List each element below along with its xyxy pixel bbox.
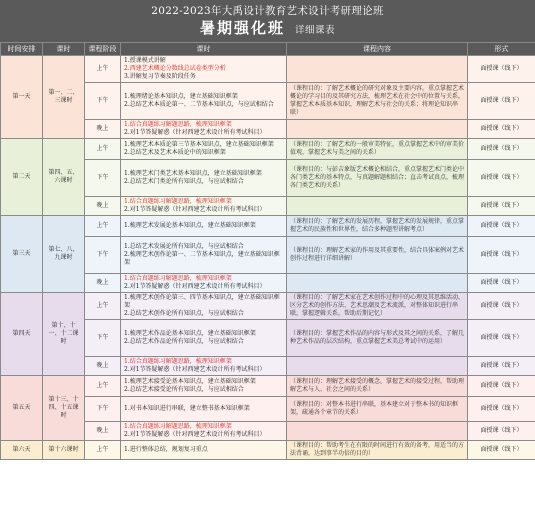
lesson-line: 1.梳理艺术创作论第三、四节基本知识点，建立基础知识框架 [124, 294, 280, 309]
content-cell [287, 120, 468, 139]
col-time: 时间安排 [1, 43, 43, 56]
form-cell: 面授课（线下） [468, 274, 535, 293]
hours-cell: 第十三、十四、十五课时 [43, 376, 85, 441]
period-cell: 上午 [85, 441, 121, 460]
content-cell [287, 320, 468, 357]
lesson-line: 1.梳理艺术发展论基本知识点，建立基础知识框架 [124, 222, 256, 229]
form-cell: 面授课（线下） [468, 422, 535, 441]
hours-cell: 第十六课时 [43, 441, 85, 460]
lesson-cell [121, 237, 287, 274]
lesson-cell [121, 320, 287, 357]
content-text: （课程目的：与彭吉象版艺术概论相结合，重点掌握艺术门类论中各门类艺术的基本特点，与真题解题相结合；直击考试真点，梳理各门类艺术的关系） [290, 166, 465, 189]
lesson-line: 2.总结艺术及艺术本质论中的知识框架 [124, 149, 226, 156]
schedule-table [0, 42, 535, 460]
content-text: （课程目的：理解艺术接受的概念，掌握艺术的接受过程，帮助理解艺术与人、社会之间的关系） [290, 378, 465, 393]
lesson-cell [121, 376, 287, 397]
form-cell: 面授课（线下） [468, 139, 535, 160]
lesson-line: 2.对1节答疑解惑（针对西建艺术设计所有考试科目） [124, 129, 266, 136]
lesson-line: 1.梳理艺术门类艺术基本知识点，建立基础知识框架 [124, 170, 262, 177]
content-cell [287, 216, 468, 237]
lesson-line: 2.总结艺术本质论第一、二节基本知识点，与应试相结合 [124, 101, 274, 108]
form-cell: 面授课（线下） [468, 120, 535, 139]
table-row [1, 216, 535, 237]
hours-cell: 第七、八、九课时 [43, 216, 85, 293]
hours-cell: 第十、十一、十二课时 [43, 293, 85, 376]
lesson-cell [121, 56, 287, 83]
content-text: （课程目的：对整本书进行串联，基本建立对于整本书的知识框架，疏通各个章节的关系） [290, 401, 459, 416]
lesson-line: 1.授课模式讲解 [124, 57, 166, 64]
table-header-row [1, 43, 535, 56]
lesson-line: 2.对1节答疑解惑（针对西建艺术设计所有考试科目） [124, 206, 266, 213]
content-text: （课程目的：理解艺术家的作用及其重要性，结合具体案例对艺术创作过程进行详细讲解） [290, 247, 465, 262]
lesson-cell [121, 120, 287, 139]
lesson-line: 2.对1节答疑解惑（针对西建艺术设计所有考试科目） [124, 283, 266, 290]
highlight-line: 1.结合真题练习解题思路，梳理知识框架 [124, 358, 232, 365]
header-subtitle [0, 17, 535, 38]
lesson-line: 1.梳理艺术接受论基本知识点，建立基础知识框架 [124, 378, 256, 385]
form-cell: 面授课（线下） [468, 56, 535, 83]
period-cell: 上午 [85, 56, 121, 83]
content-cell [287, 160, 468, 197]
day-cell: 第六天 [1, 441, 43, 460]
lesson-line: 2.总结艺术作品论所有知识点，与应试相结合 [124, 338, 244, 345]
content-text: （课程目的：了解艺术的一般审美特征，重点掌握艺术中的审美价值观，掌握艺术与美之间的关系） [290, 141, 465, 156]
lesson-line: 1.进行整体总结，规划复习重点 [124, 446, 208, 453]
period-cell: 晚上 [85, 274, 121, 293]
highlight-line: 1.结合真题练习解题思路，梳理知识框架 [124, 121, 232, 128]
period-cell: 晚上 [85, 197, 121, 216]
form-cell: 面授课（线下） [468, 357, 535, 376]
header-main: 暑期强化班 [199, 19, 285, 37]
header-title: 2022-2023年大禹设计教育艺术设计考研理论班 [151, 5, 384, 17]
lesson-line: 2.总结艺术门类论所有知识点，与应试相结合 [124, 178, 244, 185]
table-row [1, 376, 535, 397]
lesson-line: 1.梳理艺术本质论第三节基本知识点，建立基础知识框架 [124, 141, 274, 148]
lesson-cell [121, 274, 287, 293]
form-cell: 面授课（线下） [468, 83, 535, 120]
lesson-cell [121, 397, 287, 422]
table-row [1, 441, 535, 460]
lesson-cell [121, 197, 287, 216]
content-cell [287, 237, 468, 274]
lesson-line: 2.梳理艺术创作论第一、二节基本知识点，建立基础知识框架 [124, 251, 280, 266]
lesson-cell [121, 357, 287, 376]
period-cell: 晚上 [85, 357, 121, 376]
lesson-cell [121, 422, 287, 441]
highlight-line: 1.结合真题练习解题思路，梳理知识框架 [124, 423, 232, 430]
table-row [1, 56, 535, 83]
period-cell: 上午 [85, 376, 121, 397]
highlight-line: 2.西建艺术概论分数线总试卷类型分析 [124, 65, 226, 72]
lesson-cell [121, 160, 287, 197]
hours-cell: 第四、五、六课时 [43, 139, 85, 216]
form-cell: 面授课（线下） [468, 197, 535, 216]
period-cell: 晚上 [85, 120, 121, 139]
period-cell: 晚上 [85, 422, 121, 441]
form-cell: 面授课（线下） [468, 397, 535, 422]
content-cell [287, 293, 468, 320]
lesson-line: 1.对书本知识进行串联，建立整书基本知识框架 [124, 405, 250, 412]
content-cell [287, 357, 468, 376]
highlight-line: 1.结合真题练习解题思路，梳理知识框架 [124, 275, 232, 282]
content-text: （课程目的：帮助考生在有限的时间进行有效的备考，用适当的方法背诵，达到事半功倍的目的） [290, 442, 465, 457]
col-lesson: 课时 [121, 43, 287, 56]
content-cell [287, 376, 468, 397]
lesson-cell [121, 139, 287, 160]
col-content: 课程内容 [287, 43, 468, 56]
header-sub: 详细课表 [295, 25, 336, 36]
highlight-line: 1.结合真题练习解题思路，梳理知识框架 [124, 198, 232, 205]
col-hours: 课时 [43, 43, 85, 56]
period-cell: 下午 [85, 160, 121, 197]
content-text: （课程目的：了解艺术的发展历程，掌握艺术的发展规律，重点掌握艺术的民族性和世界性，结合多种题型讲解考点） [290, 218, 465, 233]
content-cell [287, 83, 468, 120]
period-cell: 下午 [85, 237, 121, 274]
header [0, 0, 535, 42]
form-cell: 面授课（线下） [468, 160, 535, 197]
content-cell [287, 197, 468, 216]
period-cell: 上午 [85, 293, 121, 320]
form-cell: 面授课（线下） [468, 216, 535, 237]
lesson-cell [121, 293, 287, 320]
content-cell [287, 274, 468, 293]
content-text: （课程目的：了解艺术概论的研究对象及主要内容，重点掌握艺术概论的学习目的及其研究方法，梳理艺术在社会中的位置与关系，掌握艺术本质基本知识，理解艺术与社会的关系；将理论知识串联） [290, 85, 465, 116]
form-cell: 面授课（线下） [468, 320, 535, 357]
lesson-line: 1.总结艺术发展论所有知识点，与应试相结合 [124, 243, 244, 250]
content-text: （课程目的：掌握艺术作品的内容与形式及其之间的关系，了解几种艺术作品的层次结构，重点掌握艺术美总考试中的运用） [290, 330, 465, 345]
lesson-line: 2.对1节答疑解惑（针对西建艺术设计所有考试科目） [124, 431, 266, 438]
content-cell [287, 422, 468, 441]
lesson-cell [121, 441, 287, 460]
lesson-line: 1.梳理艺术作品论基本知识点，建立基础知识框架 [124, 330, 256, 337]
content-cell [287, 441, 468, 460]
lesson-line: 2.对1节答疑解惑（针对西建艺术设计所有考试科目） [124, 366, 266, 373]
lesson-line: 1.梳理绪论基本知识点，建立基础知识框架 [124, 93, 238, 100]
form-cell: 面授课（线下） [468, 376, 535, 397]
table-row [1, 139, 535, 160]
lesson-line: 2.总结艺术创作论所有知识点，与应试相结合 [124, 310, 244, 317]
period-cell: 下午 [85, 320, 121, 357]
day-cell: 第二天 [1, 139, 43, 216]
col-form: 形式 [468, 43, 535, 56]
lesson-cell [121, 83, 287, 120]
content-cell [287, 56, 468, 83]
table-row [1, 293, 535, 320]
form-cell: 面授课（线下） [468, 237, 535, 274]
period-cell: 上午 [85, 139, 121, 160]
form-cell: 面授课（线下） [468, 441, 535, 460]
lesson-line: 3.讲解复习节奏及阶段任务 [124, 73, 196, 80]
col-stage: 课程阶段 [85, 43, 121, 56]
period-cell: 下午 [85, 83, 121, 120]
content-cell [287, 397, 468, 422]
day-cell: 第四天 [1, 293, 43, 376]
day-cell: 第三天 [1, 216, 43, 293]
form-cell: 面授课（线下） [468, 293, 535, 320]
day-cell: 第五天 [1, 376, 43, 441]
period-cell: 上午 [85, 216, 121, 237]
period-cell: 下午 [85, 397, 121, 422]
hours-cell: 第一、二、三课时 [43, 56, 85, 139]
lesson-line: 2.总结艺术接受论所有知识点，与应试相结合 [124, 386, 244, 393]
lesson-cell [121, 216, 287, 237]
content-text: （课程目的：了解艺术家在艺术创作过程中的心理及其思维活动，区分艺术的创作方法、艺术思潮及艺术流派，对整体知识进行串联，掌握逻辑关系，帮助后期记忆） [290, 294, 465, 317]
content-cell [287, 139, 468, 160]
day-cell: 第一天 [1, 56, 43, 139]
